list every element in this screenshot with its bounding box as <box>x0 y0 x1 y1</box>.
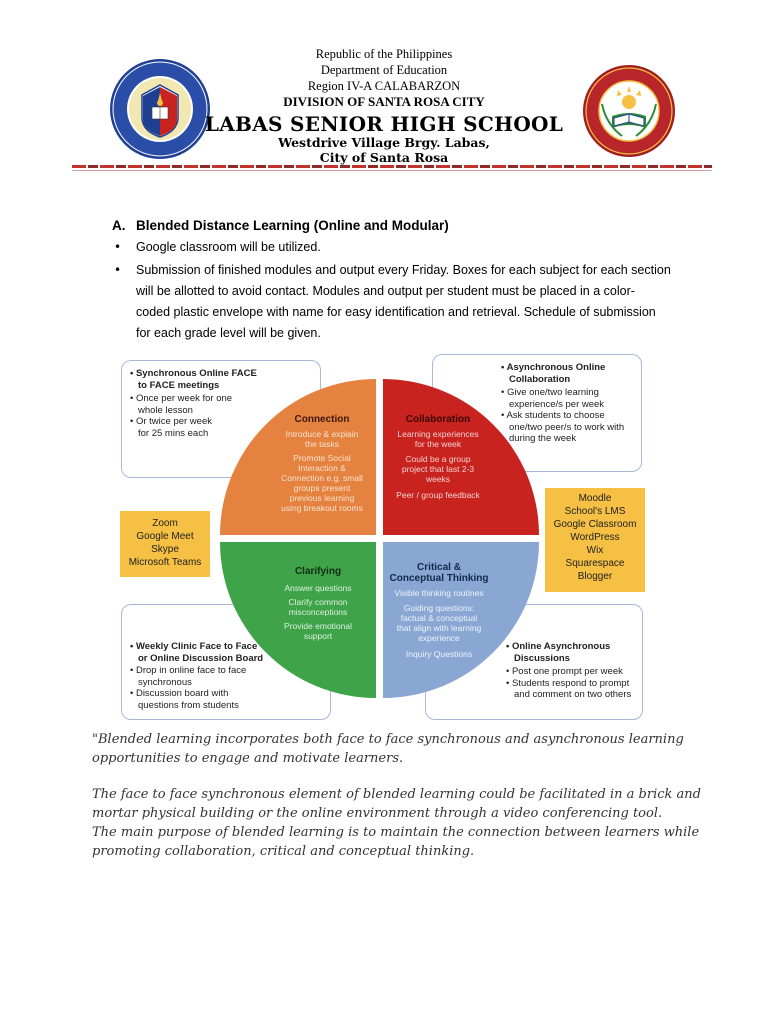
callout-item: • Give one/two learning <box>501 387 599 398</box>
quadrant-line: Visible thinking routines <box>394 588 484 598</box>
callout-item: • Post one prompt per week <box>506 666 623 677</box>
callout-item: • Students respond to prompt <box>506 677 630 689</box>
tool-label: Zoom <box>152 518 178 529</box>
quote-line: mortar physical building or the online environment through a video conferencing tool. <box>92 806 663 821</box>
callout-item: and comment on two others <box>514 689 632 700</box>
quadrant-title: Connection <box>294 414 350 425</box>
callout-title: Discussions <box>514 652 570 664</box>
callout-title: Collaboration <box>509 373 571 385</box>
callout-item: • Or twice per week <box>130 416 212 427</box>
bullet-submission-line: for each grade level will be given. <box>136 326 321 340</box>
quote-line: promoting collaboration, critical and conceptual thinking. <box>92 844 475 859</box>
quadrant-line: weeks <box>425 474 451 484</box>
callout-item: • Discussion board with <box>130 688 229 699</box>
quadrant-line: support <box>303 631 333 641</box>
callout-item: whole lesson <box>138 404 193 416</box>
callout-title: • Asynchronous Online <box>501 362 606 373</box>
header-region: Region IV-A CALABARZON <box>307 79 461 93</box>
callout-item: • Drop in online face to face <box>130 665 247 676</box>
quadrant-line: misconceptions <box>288 607 348 617</box>
quadrant-line: experience <box>418 633 460 643</box>
tool-label: School's LMS <box>564 506 626 517</box>
tool-label: Moodle <box>578 493 612 504</box>
tool-label: Blogger <box>577 571 613 582</box>
callout-title: • Weekly Clinic Face to Face <box>130 641 258 652</box>
tool-label: WordPress <box>570 532 620 543</box>
tool-label: Skype <box>151 544 179 555</box>
bullet-dot: • <box>114 263 122 277</box>
tool-label: Google Meet <box>136 531 194 542</box>
quadrant-line: Promote Social <box>293 453 351 463</box>
tool-label: Squarespace <box>565 558 625 569</box>
callout-title: or Online Discussion Board <box>138 652 264 664</box>
quadrant-line: Provide emotional <box>283 621 353 631</box>
callout-item: questions from students <box>138 699 239 711</box>
callout-item: synchronous <box>138 676 192 688</box>
quadrant-line: Clarify common <box>288 597 348 607</box>
bullet-google-classroom: Google classroom will be utilized. <box>136 240 321 254</box>
tool-label: Microsoft Teams <box>128 557 202 568</box>
quadrant-line: Connection e.g. small <box>281 473 363 483</box>
quadrant-line: that align with learning <box>396 623 482 633</box>
header-address-line1: Westdrive Village Brgy. Labas, <box>278 135 490 150</box>
quadrant-line: Introduce & explain <box>285 429 359 439</box>
callout-item: one/two peer/s to work with <box>509 421 625 433</box>
quote-line: "Blended learning incorporates both face to face synchronous and asynchronous learning <box>92 732 684 747</box>
quadrant-line: groups present <box>293 483 351 493</box>
bullet-dot: • <box>114 240 122 254</box>
bullet-submission-line: Submission of finished modules and output every Friday. Boxes for each subject for each section <box>136 263 671 277</box>
quadrant-line: Learning experiences <box>397 429 479 439</box>
tool-label: Google Classroom <box>553 519 637 530</box>
callout-item: • Ask students to choose <box>501 410 605 421</box>
header-republic: Republic of the Philippines <box>315 47 453 61</box>
callout-title: • Online Asynchronous <box>506 641 611 652</box>
quadrant-title: Conceptual Thinking <box>389 573 489 584</box>
tool-label: Wix <box>586 545 604 556</box>
callout-item: • Once per week for one <box>130 393 233 404</box>
header-division: DIVISION OF SANTA ROSA CITY <box>283 94 485 109</box>
bullet-submission-line: will be allotted to avoid contact. Modules and output per student must be placed in a color- <box>136 284 635 298</box>
quadrant-title: Collaboration <box>405 414 471 425</box>
quadrant-line: the tasks <box>304 439 340 449</box>
quadrant-line: using breakout rooms <box>281 503 363 513</box>
quadrant-clarifying <box>258 566 378 641</box>
callout-item: experience/s per week <box>509 398 605 410</box>
callout-item: during the week <box>509 433 577 444</box>
quote-line: The main purpose of blended learning is to maintain the connection between learners while <box>92 825 700 840</box>
quadrant-connection <box>262 414 382 513</box>
quadrant-line: for the week <box>414 439 462 449</box>
header-department: Department of Education <box>320 63 448 77</box>
quadrant-title: Clarifying <box>294 566 342 577</box>
callout-item: for 25 mins each <box>138 427 209 439</box>
quadrant-line: Interaction & <box>298 463 346 473</box>
quadrant-line: Answer questions <box>284 583 352 593</box>
section-title: Blended Distance Learning (Online and Modular) <box>136 218 449 233</box>
quadrant-line: Could be a group <box>405 454 471 464</box>
quote-line: The face to face synchronous element of blended learning could be facilitated in a brick and <box>92 787 701 802</box>
section-marker: A. <box>112 218 126 233</box>
quadrant-title: Critical & <box>417 562 461 573</box>
quadrant-collaboration <box>378 414 498 500</box>
quadrant-critical-thinking <box>374 562 504 659</box>
quadrant-line: previous learning <box>289 493 355 503</box>
callout-title: to FACE meetings <box>138 379 220 391</box>
quadrant-line: Peer / group feedback <box>396 490 480 500</box>
quote-line: opportunities to engage and motivate learners. <box>92 751 404 766</box>
header-school-name: LABAS SENIOR HIGH SCHOOL <box>204 112 564 136</box>
quadrant-line: Guiding questions: <box>403 603 475 613</box>
quadrant-line: Inquiry Questions <box>405 649 473 659</box>
quadrant-line: factual & conceptual <box>400 613 478 623</box>
bullet-submission-line: coded plastic envelope with name for easy identification and retrieval. Schedule of submission <box>136 305 656 319</box>
header-address-line2: City of Santa Rosa <box>319 150 449 165</box>
quadrant-line: project that last 2-3 <box>401 464 475 474</box>
callout-title: • Synchronous Online FACE <box>130 368 257 379</box>
